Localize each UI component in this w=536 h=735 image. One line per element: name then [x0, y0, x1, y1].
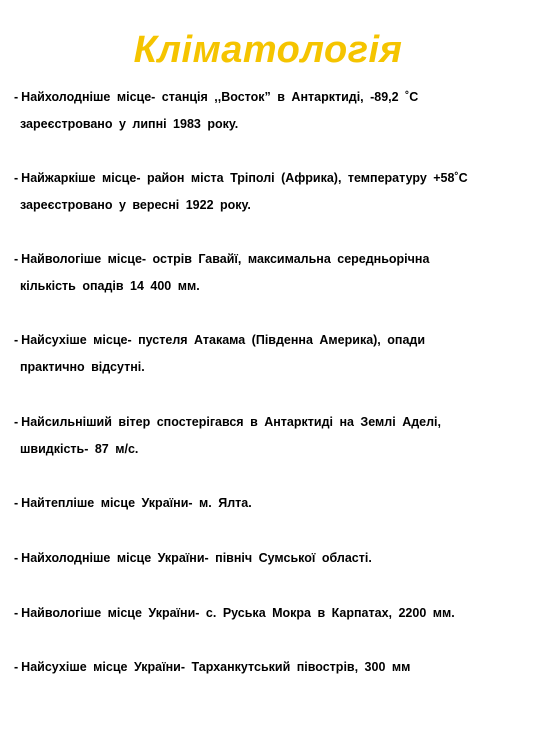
list-bullet: -: [14, 551, 19, 565]
fact-text: Найжаркіше місце- район міста Тріполі (Африка), температуру +58˚С: [21, 171, 468, 185]
list-bullet: -: [14, 252, 19, 266]
fact-text: Найсухіше місце України- Тарханкутський півострів, 300 мм: [21, 660, 411, 674]
fact-strongest-wind: [14, 409, 441, 463]
fact-wettest-place-ukraine: [14, 600, 455, 627]
fact-coldest-place: [14, 84, 418, 138]
fact-text-continued: швидкість- 87 м/с.: [20, 442, 139, 456]
fact-warmest-place-ukraine: [14, 490, 252, 517]
list-bullet: -: [14, 333, 19, 347]
fact-text: Найвологіше місце- острів Гавайї, максимальна середньорічна: [21, 252, 430, 266]
fact-text: Найхолодніше місце України- північ Сумської області.: [21, 551, 372, 565]
page-title: Кліматологія: [133, 29, 403, 71]
fact-text: Найсухіше місце- пустеля Атакама (Південна Америка), опади: [21, 333, 426, 347]
fact-driest-place-ukraine: [14, 654, 410, 681]
fact-text-continued: зареєстровано у липні 1983 року.: [20, 117, 239, 131]
fact-text: Найтепліше місце України- м. Ялта.: [21, 496, 252, 510]
fact-text: Найвологіше місце України- с. Руська Мокра в Карпатах, 2200 мм.: [21, 606, 455, 620]
list-bullet: -: [14, 90, 19, 104]
fact-driest-place: [14, 327, 425, 381]
list-bullet: -: [14, 415, 19, 429]
fact-hottest-place: [14, 165, 468, 219]
fact-text-continued: кількість опадів 14 400 мм.: [20, 279, 200, 293]
list-bullet: -: [14, 171, 19, 185]
fact-text: Найсильніший вітер спостерігався в Антарктиді на Землі Аделі,: [21, 415, 441, 429]
fact-coldest-place-ukraine: [14, 545, 372, 572]
fact-text-continued: практично відсутні.: [20, 360, 145, 374]
list-bullet: -: [14, 606, 19, 620]
list-bullet: -: [14, 496, 19, 510]
fact-text: Найхолодніше місце- станція ,,Восток” в Антарктиді, -89,2 ˚С: [21, 90, 419, 104]
list-bullet: -: [14, 660, 19, 674]
fact-wettest-place: [14, 246, 429, 300]
fact-text-continued: зареєстровано у вересні 1922 року.: [20, 198, 251, 212]
